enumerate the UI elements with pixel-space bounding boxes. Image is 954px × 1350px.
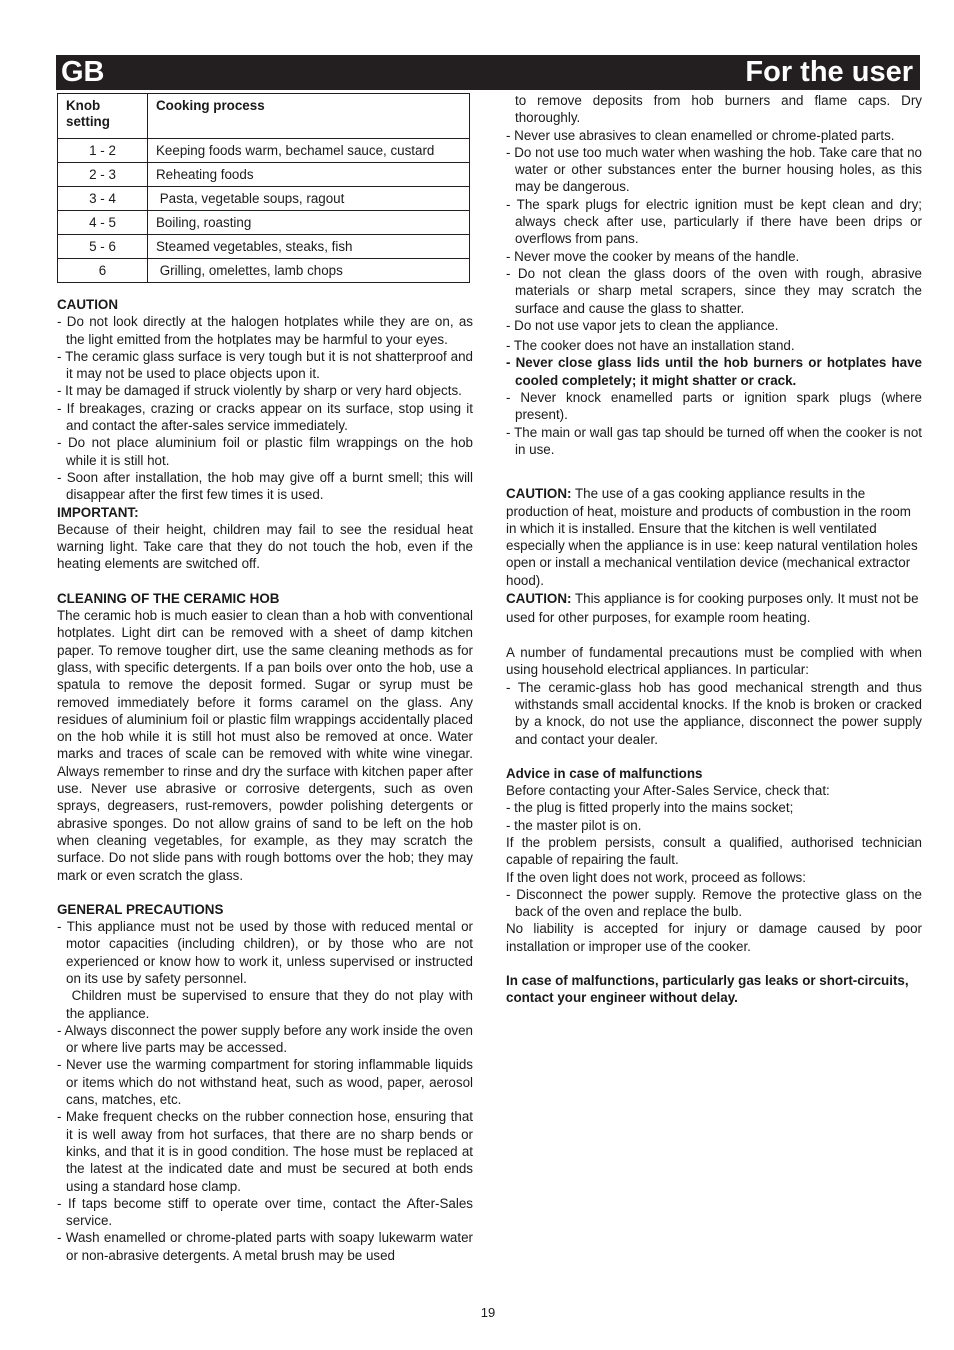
knob-setting-cell: 2 - 3 [58,163,148,187]
table-row [58,259,470,283]
malfunctions-final-warning: In case of malfunctions, particularly gas leaks or short-circuits, contact your engineer without delay. [506,973,909,1006]
general-precaution-item: - Do not clean the glass doors of the oven with rough, abrasive materials or sharp metal scrapers, since they may scratch the surface and cause the glass to shatter. [506,265,922,316]
table-header-row [58,94,470,139]
general-precaution-item: - The cooker does not have an installation stand. [506,338,795,354]
knob-setting-cell: 1 - 2 [58,139,148,163]
general-precaution-item: - Always disconnect the power supply before any work inside the oven or where live parts may be accessed. [57,1022,473,1056]
cleaning-heading: CLEANING OF THE CERAMIC HOB [57,590,280,606]
cooking-process-cell: Pasta, vegetable soups, ragout [148,187,470,211]
malfunction-check-item: - the master pilot is on. [506,817,642,833]
page-number: 19 [480,1305,496,1320]
general-precaution-item-continued: Children must be supervised to ensure that they do not play with the appliance. [66,988,477,1021]
caution-item: - Do not look directly at the halogen hotplates while they are on, as the light emitted from the hotplates may be harmful to your eyes. [57,314,473,347]
knob-setting-table [57,93,470,283]
general-precaution-item: - If taps become stiff to operate over time, contact the After-Sales service. [57,1195,473,1229]
page-title: For the user [745,56,913,88]
knob-setting-cell: 6 [58,259,148,283]
general-precaution-item: - This appliance must not be used by those with reduced mental or motor capacities (including children), or by those who are not experienced or know how to work it, unless supervised or instructed on its use by safety personnel. [57,919,473,986]
knob-setting-cell: 3 - 4 [58,187,148,211]
table-row [58,235,470,259]
oven-light-item: - Disconnect the power supply. Remove the protective glass on the back of the oven and replace the bulb. [506,886,922,920]
general-precaution-item: - The spark plugs for electric ignition must be kept clean and dry; always check after use, particularly if there have been drips or overflows from pans. [506,196,922,247]
fundamental-precautions-text: A number of fundamental precautions must be complied with when using household electrical appliances. In particular: [506,645,922,678]
caution-item: - The ceramic glass surface is very tough but it is not shatterproof and it may not be used to place objects upon it. [57,348,473,382]
table-header-process: Cooking process [148,94,470,139]
general-precautions-heading: GENERAL PRECAUTIONS [57,901,224,917]
malfunctions-heading: Advice in case of malfunctions [506,765,703,781]
cooking-process-cell: Steamed vegetables, steaks, fish [148,235,470,259]
cooking-process-cell: Keeping foods warm, bechamel sauce, custard [148,139,470,163]
purpose-caution-paragraph [506,589,922,627]
left-column [57,93,477,1264]
important-heading: IMPORTANT: [57,504,139,520]
cooking-process-cell: Boiling, roasting [148,211,470,235]
cleaning-text: The ceramic hob is much easier to clean than a hob with conventional hotplates. Light dirt can be removed with a sheet of damp kitchen paper. To remove tougher dirt, use the same cleaning methods as for glass, with specific detergents. If a pan boils over onto the hob, use a spatula to remove the deposit formed. Sugar or syrup must be removed immediately before it forms caramel on the glass. Any residues of aluminium foil or plastic film wrappings accidentally placed on the hob while it is still hot must also be removed at once. Water marks and traces of scale can be removed with white wine vinegar. Always remember to rinse and dry the surface with kitchen paper after use. Never use abrasive or corrosive detergents, such as oven sprays, degreasers, rust-removers, powder polishing detergents or abrasive sponges. Do not allow grains of sand to be left on the hob when cleaning vegetables, for example, as they may scratch the surface. Do not slide pans with rough bottoms over the hob; they may mark or even scratch the glass. [57,608,473,883]
general-precaution-item: - Never move the cooker by means of the handle. [506,248,800,264]
table-row [58,187,470,211]
table-row [58,163,470,187]
caution-heading: CAUTION [57,297,118,312]
general-precaution-item: - Do not use too much water when washing the hob. Take care that no water or other substances enter the burner housing holes, as this may be dangerous. [506,144,922,195]
general-precaution-item: - Do not use vapor jets to clean the appliance. [506,317,779,333]
cooking-process-cell: Grilling, omelettes, lamb chops [148,259,470,283]
gas-caution-label: CAUTION: [506,486,572,502]
knob-setting-cell: 5 - 6 [58,235,148,259]
header-bar [56,55,920,90]
table-row [58,211,470,235]
gas-caution-text: The use of a gas cooking appliance results in the production of heat, moisture and products of combustion in the room in which it is installed. Ensure that the kitchen is well ventilated especially when the appliance is in use: keep natural ventilation holes open or install a mechanical ventilation device (mechanical extractor hood). [506,486,918,588]
important-text: Because of their height, children may fail to see the residual heat warning light. Take care that they do not touch the hob, even if the heating elements are switched off. [57,521,473,572]
purpose-caution-text: This appliance is for cooking purposes only. It must not be used for other purposes, for example room heating. [506,591,919,626]
malfunction-check-item: - the plug is fitted properly into the mains socket; [506,800,794,816]
table-header-knob: Knob setting [58,94,148,139]
liability-text: No liability is accepted for injury or damage caused by poor installation or improper use of the cooker. [506,921,922,954]
malfunctions-persist-text: If the problem persists, consult a qualified, authorised technician capable of repairing the fault. [506,834,922,868]
general-precaution-item: - Wash enamelled or chrome-plated parts with soapy lukewarm water or non-abrasive detergents. A metal brush may be used [57,1230,473,1263]
oven-light-text: If the oven light does not work, proceed as follows: [506,869,806,885]
general-precaution-item: - Never use abrasives to clean enamelled or chrome-plated parts. [506,127,895,143]
general-precaution-item: - The main or wall gas tap should be turned off when the cooker is not in use. [506,424,922,457]
general-precaution-item: - Make frequent checks on the rubber connection hose, ensuring that it is well away from hot surfaces, that there are no sharp bends or kinks, and that it is in good condition. The hose must be replaced at the latest at the indicated date and must be secured at both ends using a standard hose clamp. [57,1109,473,1194]
caution-item: - If breakages, crazing or cracks appear on its surface, stop using it and contact the after-sales service immediately. [57,400,473,434]
general-precaution-item-continued: to remove deposits from hob burners and flame caps. Dry thoroughly. [515,93,922,126]
general-precaution-item: - Never knock enamelled parts or ignition spark plugs (where present). [506,390,922,423]
gas-caution-paragraph [506,485,922,589]
general-precaution-item: - Never use the warming compartment for storing inflammable liquids or items which do not withstand heat, such as wood, paper, aerosol cans, matches, etc. [57,1057,473,1108]
cooking-process-cell: Reheating foods [148,163,470,187]
right-column [506,92,922,1007]
caution-item: - It may be damaged if struck violently by sharp or very hard objects. [57,383,462,399]
language-code: GB [61,56,105,88]
malfunctions-intro: Before contacting your After-Sales Service, check that: [506,783,830,799]
knob-setting-cell: 4 - 5 [58,211,148,235]
caution-item: - Soon after installation, the hob may give off a burnt smell; this will disappear after the first few times it is used. [57,469,473,503]
general-precaution-bold-item: - Never close glass lids until the hob burners or hotplates have cooled completely; it might shatter or crack. [506,355,922,388]
fundamental-precaution-item: - The ceramic-glass hob has good mechanical strength and thus withstands small accidental knocks. If the knob is broken or cracked by a knock, do not use the appliance, disconnect the power supply and contact your dealer. [506,679,922,747]
caution-item: - Do not place aluminium foil or plastic film wrappings on the hob while it is still hot. [57,435,473,468]
purpose-caution-label: CAUTION: [506,591,572,607]
table-row [58,139,470,163]
